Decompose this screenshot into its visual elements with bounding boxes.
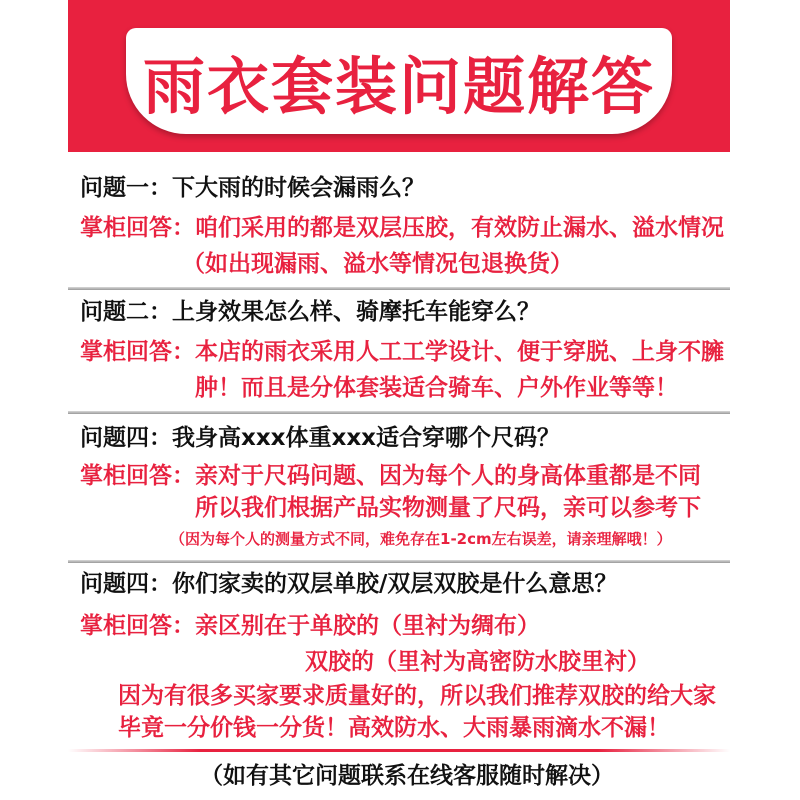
question-3: 问题四：我身高xxx体重xxx适合穿哪个尺码？ [80, 425, 561, 451]
answer-3-note: （因为每个人的测量方式不同，难免存在1-2cm左右误差，请亲理解哦！） [170, 530, 672, 548]
divider-2 [68, 411, 730, 414]
footer-note: （如有其它问题联系在线客服随时解决） [200, 763, 614, 789]
question-2: 问题二：上身效果怎么样、骑摩托车能穿么？ [80, 299, 540, 325]
answer-4-line-2: 双胶的（里衬为高密防水胶里衬） [305, 649, 650, 675]
divider-1 [68, 287, 730, 290]
answer-4-line-1: 掌柜回答：亲区别在于单胶的（里衬为绸布） [80, 613, 540, 639]
answer-2-line-2: 肿！而且是分体套装适合骑车、户外作业等等！ [195, 375, 678, 401]
divider-3 [68, 560, 730, 563]
question-1: 问题一：下大雨的时候会漏雨么？ [80, 175, 425, 201]
answer-1-line-1: 掌柜回答：咱们采用的都是双层压胶，有效防止漏水、溢水情况 [80, 215, 724, 241]
question-4: 问题四：你们家卖的双层单胶/双层双胶是什么意思？ [80, 571, 618, 597]
answer-4-line-4: 毕竟一分价钱一分货！高效防水、大雨暴雨滴水不漏！ [118, 715, 670, 741]
answer-1-line-2: （如出现漏雨、溢水等情况包退换货） [182, 251, 573, 277]
divider-footer [68, 749, 730, 752]
answer-4-line-3: 因为有很多买家要求质量好的，所以我们推荐双胶的给大家 [118, 683, 716, 709]
answer-3-line-1: 掌柜回答：亲对于尺码问题、因为每个人的身高体重都是不同 [80, 463, 701, 489]
page-title: 雨衣套装问题解答 [142, 49, 655, 123]
answer-3-line-2: 所以我们根据产品实物测量了尺码，亲可以参考下 [195, 495, 701, 521]
answer-2-line-1: 掌柜回答：本店的雨衣采用人工工学设计、便于穿脱、上身不臃 [80, 339, 724, 365]
